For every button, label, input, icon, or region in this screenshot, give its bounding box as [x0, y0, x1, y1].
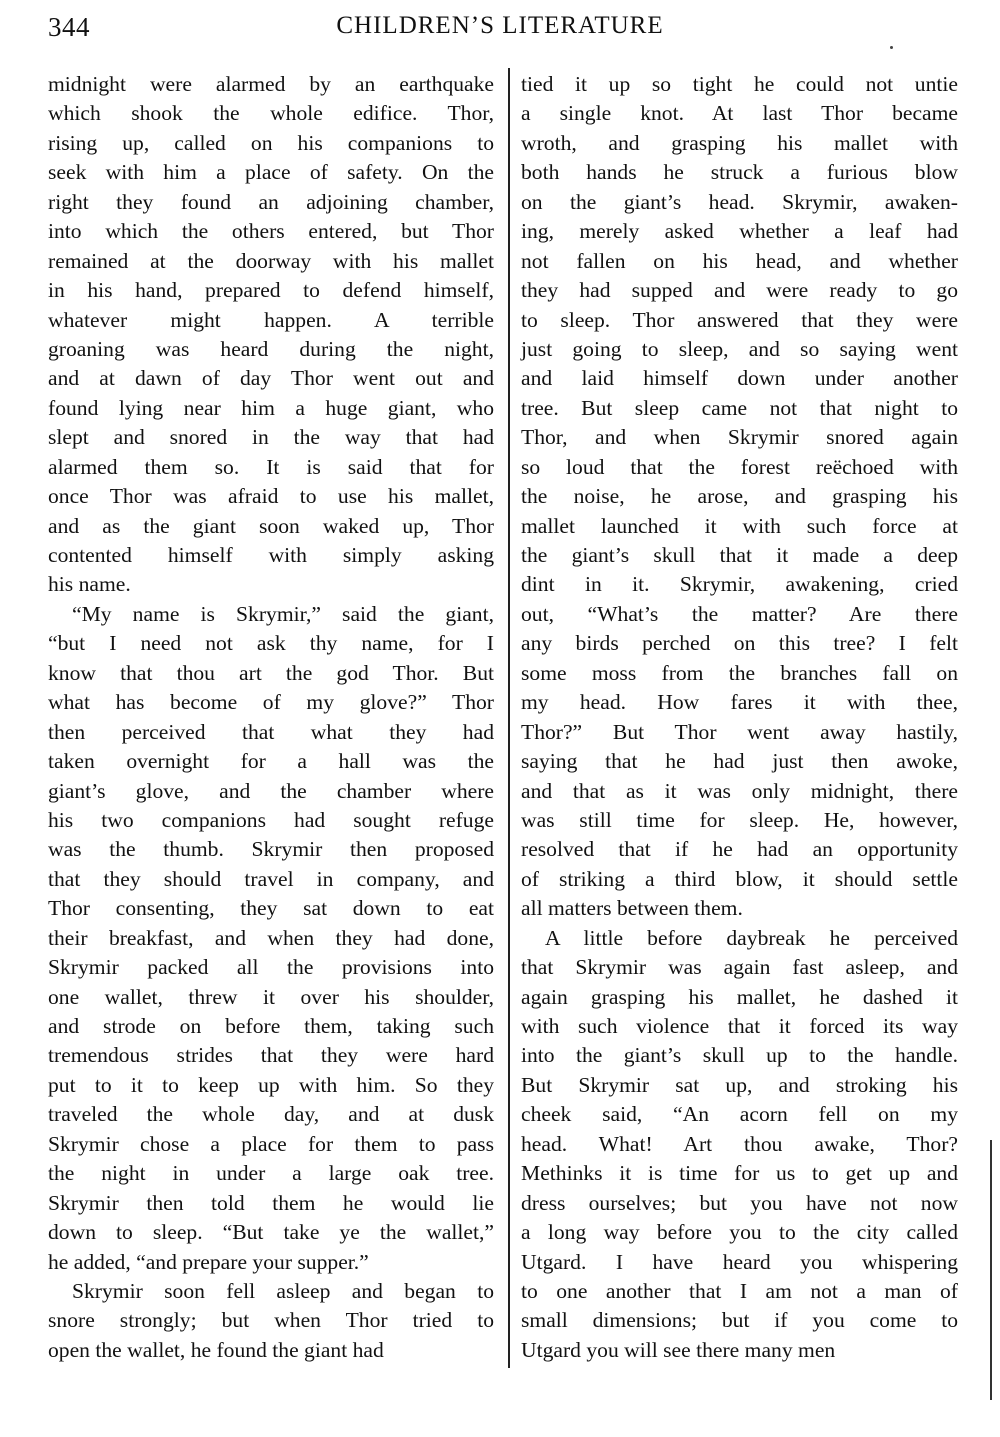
text-line: Skrymir then told them he would lie — [48, 1190, 494, 1215]
text-line: Skrymir soon fell asleep and began to — [72, 1278, 494, 1303]
text-line: know that thou art the god Thor. But — [48, 660, 494, 685]
text-line: Thor consenting, they sat down to eat — [48, 896, 494, 921]
text-line: to one another that I am not a man of — [521, 1278, 958, 1303]
text-line: any birds perched on this tree? I felt — [521, 631, 958, 656]
text-line: their breakfast, and when they had done, — [48, 925, 494, 950]
text-line: taken overnight for a hall was the — [48, 749, 494, 774]
text-line: with such violence that it forced its way — [521, 1014, 958, 1038]
text-line: down to sleep. “But take ye the wallet,” — [48, 1220, 494, 1245]
text-line: was still time for sleep. He, however, — [521, 807, 958, 832]
text-line: groaning was heard during the night, — [48, 336, 494, 361]
text-line: dress ourselves; but you have not now — [521, 1190, 958, 1215]
text-line: rising up, called on his companions to — [48, 130, 494, 155]
text-line: small dimensions; but if you come to — [521, 1308, 958, 1333]
text-line: some moss from the branches fall on — [521, 660, 958, 685]
text-line: saying that he had just then awoke, — [521, 749, 958, 774]
text-line: open the wallet, he found the giant had — [48, 1337, 384, 1362]
ink-speck — [890, 46, 893, 49]
text-line: traveled the whole day, and at dusk — [48, 1102, 494, 1127]
text-line: that they should travel in company, and — [48, 866, 494, 891]
text-line: Skrymir packed all the provisions into — [48, 955, 494, 980]
text-line: one wallet, threw it over his shoulder, — [48, 984, 494, 1009]
text-line: wroth, and grasping his mallet with — [521, 130, 958, 155]
text-line: once Thor was afraid to use his mallet, — [48, 484, 494, 509]
text-line: what has become of my glove?” Thor — [48, 690, 494, 715]
text-line: they had supped and were ready to go — [521, 278, 958, 303]
text-line: again grasping his mallet, he dashed it — [521, 984, 958, 1009]
text-line: his two companions had sought refuge — [48, 807, 494, 832]
text-line: But Skrymir sat up, and stroking his — [521, 1072, 958, 1097]
text-line: that Skrymir was again fast asleep, and — [521, 955, 958, 980]
text-line: right they found an adjoining chamber, — [48, 189, 494, 214]
text-line: out, “What’s the matter? Are there — [521, 601, 958, 626]
page-number: 344 — [48, 12, 90, 42]
text-line: not fallen on his head, and whether — [521, 248, 958, 273]
text-line: so loud that the forest reëchoed with — [521, 454, 958, 479]
text-line: the night in under a large oak tree. — [48, 1161, 494, 1186]
text-line: dint in it. Skrymir, awakening, cried — [521, 572, 958, 597]
text-line: whatever might happen. A terrible — [48, 307, 494, 332]
left-column — [48, 70, 494, 1365]
column-rule — [508, 68, 510, 1368]
text-line: seek with him a place of safety. On the — [48, 160, 494, 185]
text-line: then perceived that what they had — [48, 719, 494, 744]
text-line: which shook the whole edifice. Thor, — [48, 101, 494, 126]
text-line: midnight were alarmed by an earthquake — [48, 72, 494, 96]
text-line: of striking a third blow, it should settle — [521, 866, 958, 891]
text-line: in his hand, prepared to defend himself, — [48, 278, 494, 303]
text-line: A little before daybreak he perceived — [545, 925, 958, 950]
page-edge-mark — [990, 1140, 992, 1400]
text-line: Skrymir chose a place for them to pass — [48, 1131, 494, 1156]
text-line: a long way before you to the city called — [521, 1220, 958, 1245]
text-line: and strode on before them, taking such — [48, 1014, 494, 1038]
text-line: snore strongly; but when Thor tried to — [48, 1308, 494, 1333]
running-head: CHILDREN’S LITERATURE — [336, 12, 664, 39]
text-line: mallet launched it with such force at — [521, 513, 958, 538]
text-line: cheek said, “An acorn fell on my — [521, 1102, 958, 1127]
text-line: “but I need not ask thy name, for I — [48, 631, 494, 656]
text-line: was the thumb. Skrymir then proposed — [48, 837, 494, 862]
text-line: tree. But sleep came not that night to — [521, 395, 958, 420]
text-line: remained at the doorway with his mallet — [48, 248, 494, 273]
text-line: to sleep. Thor answered that they were — [521, 307, 958, 332]
text-line: his name. — [48, 572, 131, 597]
text-line: Utgard you will see there many men — [521, 1337, 836, 1362]
text-line: the noise, he arose, and grasping his — [521, 484, 958, 509]
text-line: and as the giant soon waked up, Thor — [48, 513, 494, 538]
text-line: slept and snored in the way that had — [48, 425, 494, 450]
text-line: Methinks it is time for us to get up and — [521, 1161, 958, 1186]
text-line: put to it to keep up with him. So they — [48, 1072, 494, 1097]
text-line: tremendous strides that they were hard — [48, 1043, 494, 1068]
text-line: head. What! Art thou awake, Thor? — [521, 1131, 958, 1156]
text-line: Thor, and when Skrymir snored again — [521, 425, 958, 450]
text-line: he added, “and prepare your supper.” — [48, 1249, 369, 1274]
text-line: into the giant’s skull up to the handle. — [521, 1043, 958, 1068]
text-line: and that as it was only midnight, there — [521, 778, 958, 803]
text-line: tied it up so tight he could not untie — [521, 72, 958, 96]
text-line: resolved that if he had an opportunity — [521, 837, 958, 862]
right-column — [521, 70, 958, 1365]
text-line: giant’s glove, and the chamber where — [48, 778, 494, 803]
text-line: into which the others entered, but Thor — [48, 219, 494, 244]
text-line: alarmed them so. It is said that for — [48, 454, 494, 479]
text-line: contented himself with simply asking — [48, 543, 494, 567]
text-line: the giant’s skull that it made a deep — [521, 543, 958, 567]
text-line: Thor?” But Thor went away hastily, — [521, 719, 958, 744]
text-line: both hands he struck a furious blow — [521, 160, 958, 185]
text-line: and at dawn of day Thor went out and — [48, 366, 494, 391]
text-line: found lying near him a huge giant, who — [48, 395, 494, 420]
text-line: and laid himself down under another — [521, 366, 958, 391]
text-line: “My name is Skrymir,” said the giant, — [72, 601, 494, 626]
text-line: on the giant’s head. Skrymir, awaken- — [521, 189, 958, 214]
text-line: my head. How fares it with thee, — [521, 690, 958, 715]
text-line: just going to sleep, and so saying went — [521, 336, 958, 361]
text-line: all matters between them. — [521, 896, 743, 921]
text-line: a single knot. At last Thor became — [521, 101, 958, 126]
text-line: Utgard. I have heard you whispering — [521, 1249, 958, 1274]
text-line: ing, merely asked whether a leaf had — [521, 219, 958, 244]
